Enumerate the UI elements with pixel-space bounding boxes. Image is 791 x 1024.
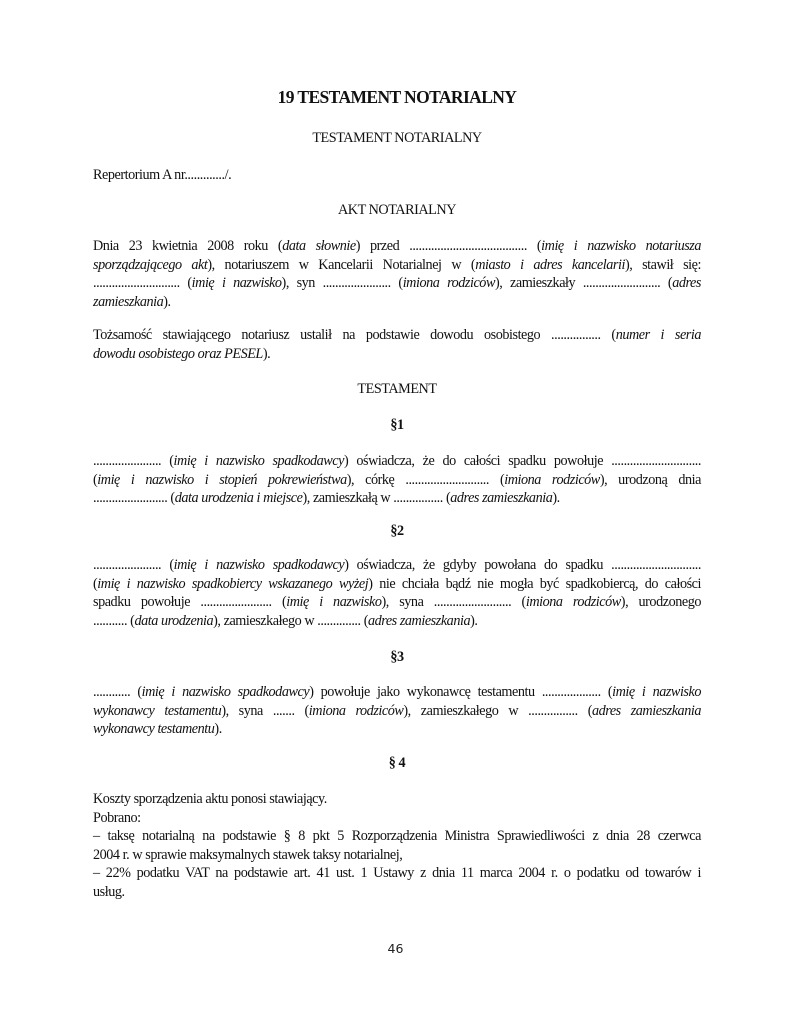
section-4-heading: § 4 — [388, 755, 406, 771]
section-2-paragraph — [93, 556, 701, 630]
section-2-line: (imię i nazwisko spadkobiercy wskazanego wyżej) nie chciała bądź nie mogła być spadkobiercą, do całości — [93, 575, 701, 592]
intro-line: zamieszkania). — [93, 293, 171, 310]
testament-heading: TESTAMENT — [357, 381, 437, 397]
act-heading: AKT NOTARIALNY — [337, 202, 456, 218]
intro-paragraph — [93, 237, 701, 311]
identity-line: dowodu osobistego oraz PESEL). — [93, 345, 271, 362]
section-2-heading: §2 — [390, 523, 404, 539]
section-4-line: Pobrano: — [93, 809, 141, 826]
section-1-line: ...................... (imię i nazwisko spadkodawcy) oświadcza, że do całości spadku powołuje ............................. — [93, 453, 701, 469]
section-1-heading: §1 — [390, 417, 404, 433]
document-title: 19 TESTAMENT NOTARIALNY — [277, 87, 517, 107]
section-4-line: – taksę notarialną na podstawie § 8 pkt 5 Rozporządzenia Ministra Sprawiedliwości z dnia 28 czerwca — [93, 828, 701, 845]
section-3-line: wykonawcy testamentu), syna ....... (imiona rodziców), zamieszkałego w ................ (adres zamieszkania — [93, 702, 701, 719]
section-1-paragraph — [93, 452, 701, 508]
intro-line: sporządzającego akt), notariuszem w Kancelarii Notarialnej w (miasto i adres kancelarii), stawił się: — [93, 256, 701, 273]
section-2-line: spadku powołuje ....................... (imię i nazwisko), syna ......................... (imiona rodziców), urodzonego — [93, 594, 701, 611]
intro-line: ............................ (imię i nazwisko), syn ...................... (imiona rodziców), zamieszkały ......................... (adres — [93, 275, 701, 292]
section-2-line: ........... (data urodzenia), zamieszkałego w .............. (adres zamieszkania). — [93, 612, 478, 629]
page-number: 46 — [387, 941, 404, 956]
section-3-heading: §3 — [390, 649, 404, 665]
section-4-line: Koszty sporządzenia aktu ponosi stawiający. — [93, 791, 327, 807]
identity-line: Tożsamość stawiającego notariusz ustalił na podstawie dowodu osobistego ................ (numer i seria — [93, 327, 702, 343]
repertorium-line: Repertorium A nr............./. — [93, 167, 232, 183]
section-2-line: ...................... (imię i nazwisko spadkodawcy) oświadcza, że gdyby powołana do spadku ............................. — [93, 557, 701, 573]
section-1-line: ........................ (data urodzenia i miejsce), zamieszkałą w ................ (adres zamieszkania). — [93, 490, 560, 507]
intro-line: Dnia 23 kwietnia 2008 roku (data słownie) przed ...................................... (imię i nazwisko notariusza — [93, 238, 701, 254]
section-3-line: wykonawcy testamentu). — [93, 721, 222, 738]
identity-paragraph — [93, 326, 701, 363]
section-4-line: usług. — [93, 883, 125, 900]
section-4-line: 2004 r. w sprawie maksymalnych stawek taksy notarialnej, — [93, 846, 403, 863]
document-subtitle: TESTAMENT NOTARIALNY — [312, 130, 482, 146]
section-3-line: ............ (imię i nazwisko spadkodawcy) powołuje jako wykonawcę testamentu ................... (imię i nazwisko — [93, 684, 701, 700]
section-4-line: – 22% podatku VAT na podstawie art. 41 ust. 1 Ustawy z dnia 11 marca 2004 r. o podatku od towarów i — [93, 865, 701, 882]
section-1-line: (imię i nazwisko i stopień pokrewieństwa), córkę ........................... (imiona rodziców), urodzoną dnia — [93, 471, 701, 488]
section-4-paragraph — [93, 790, 701, 902]
section-3-paragraph — [93, 683, 701, 739]
